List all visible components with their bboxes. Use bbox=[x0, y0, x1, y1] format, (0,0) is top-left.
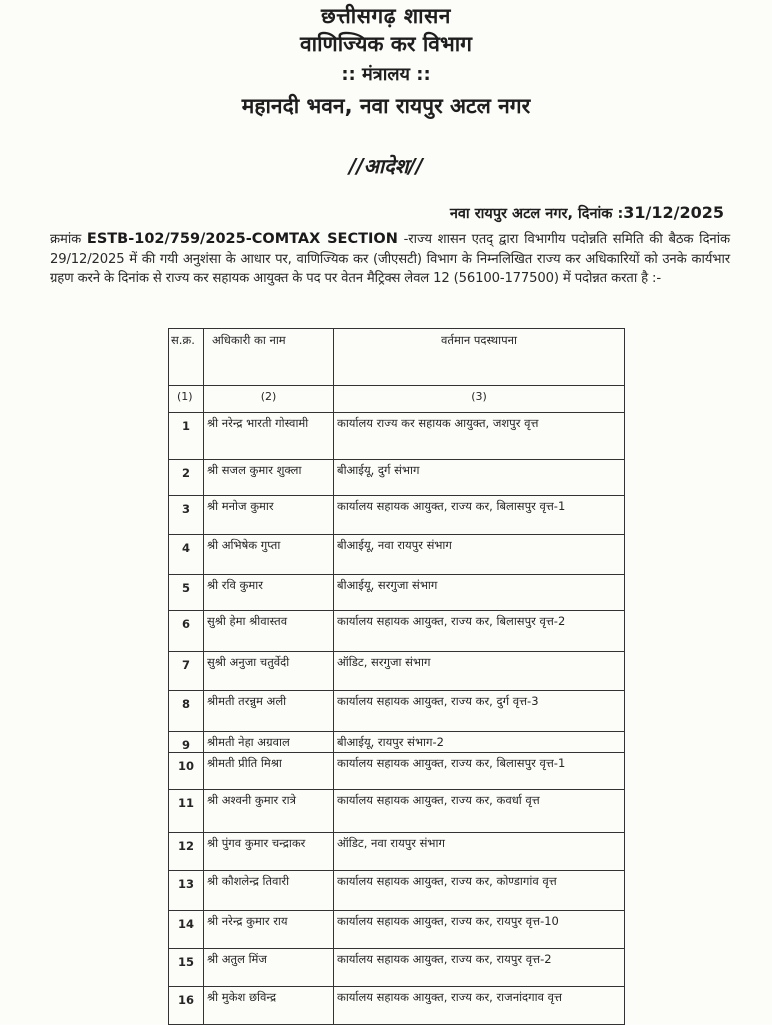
row-current-posting: कार्यालय सहायक आयुक्त, राज्य कर, बिलासपुर वृत्त-1 bbox=[334, 496, 625, 535]
row-serial-number: 14 bbox=[169, 911, 204, 949]
row-current-posting: कार्यालय सहायक आयुक्त, राज्य कर, रायपुर वृत्त-2 bbox=[334, 949, 625, 987]
table-row bbox=[169, 535, 625, 575]
row-serial-number: 8 bbox=[169, 691, 204, 732]
row-officer-name: श्री नरेन्द्र भारती गोस्वामी bbox=[204, 413, 334, 460]
row-serial-number: 7 bbox=[169, 652, 204, 691]
row-current-posting: कार्यालय राज्य कर सहायक आयुक्त, जशपुर वृत्त bbox=[334, 413, 625, 460]
header-serial: स.क्र. bbox=[169, 329, 204, 386]
row-officer-name: श्री कौशलेन्द्र तिवारी bbox=[204, 871, 334, 911]
row-serial-number: 10 bbox=[169, 753, 204, 790]
row-serial-number: 5 bbox=[169, 575, 204, 611]
row-current-posting: बीआईयू, सरगुजा संभाग bbox=[334, 575, 625, 611]
row-current-posting: बीआईयू, दुर्ग संभाग bbox=[334, 460, 625, 496]
office-address: महानदी भवन, नवा रायपुर अटल नगर bbox=[241, 94, 531, 118]
table-column-number-row bbox=[169, 386, 625, 413]
table-row bbox=[169, 790, 625, 833]
header-current-posting: वर्तमान पदस्थापना bbox=[334, 329, 625, 386]
row-officer-name: श्रीमती प्रीति मिश्रा bbox=[204, 753, 334, 790]
row-current-posting: ऑडिट, नवा रायपुर संभाग bbox=[334, 833, 625, 871]
row-current-posting: बीआईयू, रायपुर संभाग-2 bbox=[334, 732, 625, 753]
row-serial-number: 12 bbox=[169, 833, 204, 871]
table-row bbox=[169, 871, 625, 911]
row-officer-name: श्री रवि कुमार bbox=[204, 575, 334, 611]
table-body bbox=[169, 413, 625, 1025]
order-reference-number: ESTB-102/759/2025-COMTAX SECTION bbox=[86, 231, 398, 247]
row-serial-number: 11 bbox=[169, 790, 204, 833]
row-officer-name: श्री नरेन्द्र कुमार राय bbox=[204, 911, 334, 949]
row-officer-name: श्री पुंगव कुमार चन्द्राकर bbox=[204, 833, 334, 871]
row-serial-number: 9 bbox=[169, 732, 204, 753]
ministry-label: :: मंत्रालय :: bbox=[341, 64, 431, 85]
row-officer-name: श्री मुकेश छविन्द्र bbox=[204, 987, 334, 1025]
promotion-table bbox=[168, 328, 625, 1025]
table-row bbox=[169, 911, 625, 949]
row-serial-number: 4 bbox=[169, 535, 204, 575]
row-current-posting: कार्यालय सहायक आयुक्त, राज्य कर, रायपुर वृत्त-10 bbox=[334, 911, 625, 949]
row-current-posting: कार्यालय सहायक आयुक्त, राज्य कर, राजनांदगाव वृत्त bbox=[334, 987, 625, 1025]
order-title: //आदेश// bbox=[349, 154, 423, 178]
row-serial-number: 3 bbox=[169, 496, 204, 535]
row-serial-number: 6 bbox=[169, 611, 204, 652]
table-row bbox=[169, 460, 625, 496]
row-serial-number: 13 bbox=[169, 871, 204, 911]
row-current-posting: कार्यालय सहायक आयुक्त, राज्य कर, दुर्ग वृत्त-3 bbox=[334, 691, 625, 732]
order-prefix: क्रमांक bbox=[50, 232, 82, 247]
row-officer-name: सुश्री हेमा श्रीवास्तव bbox=[204, 611, 334, 652]
row-serial-number: 16 bbox=[169, 987, 204, 1025]
row-current-posting: कार्यालय सहायक आयुक्त, राज्य कर, बिलासपुर वृत्त-1 bbox=[334, 753, 625, 790]
row-serial-number: 2 bbox=[169, 460, 204, 496]
table-row bbox=[169, 575, 625, 611]
table-row bbox=[169, 753, 625, 790]
table-header-row bbox=[169, 329, 625, 386]
table-row bbox=[169, 833, 625, 871]
row-serial-number: 15 bbox=[169, 949, 204, 987]
colnum-serial: (1) bbox=[169, 386, 204, 413]
dateline bbox=[450, 203, 724, 223]
row-officer-name: श्रीमती तरन्नुम अली bbox=[204, 691, 334, 732]
order-body: -राज्य शासन एतद् द्वारा विभागीय पदोन्नति समिति की बैठक दिनांक 29/12/2025 में की गयी अनुशंसा के आधार पर, वाणिज्यिक कर (जीएसटी) विभाग के निम्नलिखित राज्य कर अधिकारियों को उनके कार्यभार ग्रहण करने के दिनांक से राज्य कर सहायक आयुक्त के पद पर वेतन मैट्रिक्स लेवल 12 (56100-177500) में पदोन्नत करता है :- bbox=[50, 232, 730, 286]
government-name: छत्तीसगढ़ शासन bbox=[321, 4, 451, 28]
table-row bbox=[169, 652, 625, 691]
row-officer-name: सुश्री अनुजा चतुर्वेदी bbox=[204, 652, 334, 691]
table-row bbox=[169, 413, 625, 460]
row-current-posting: ऑडिट, सरगुजा संभाग bbox=[334, 652, 625, 691]
header-officer-name: अधिकारी का नाम bbox=[204, 329, 334, 386]
row-officer-name: श्री अतुल मिंज bbox=[204, 949, 334, 987]
row-officer-name: श्री अश्वनी कुमार रात्रे bbox=[204, 790, 334, 833]
order-date: 31/12/2025 bbox=[623, 203, 724, 222]
colnum-name: (2) bbox=[204, 386, 334, 413]
colnum-posting: (3) bbox=[334, 386, 625, 413]
row-officer-name: श्री मनोज कुमार bbox=[204, 496, 334, 535]
row-officer-name: श्रीमती नेहा अग्रवाल bbox=[204, 732, 334, 753]
row-current-posting: बीआईयू, नवा रायपुर संभाग bbox=[334, 535, 625, 575]
row-current-posting: कार्यालय सहायक आयुक्त, राज्य कर, बिलासपुर वृत्त-2 bbox=[334, 611, 625, 652]
table-row bbox=[169, 611, 625, 652]
table-row bbox=[169, 496, 625, 535]
row-officer-name: श्री अभिषेक गुप्ता bbox=[204, 535, 334, 575]
table-row bbox=[169, 691, 625, 732]
table-row bbox=[169, 732, 625, 753]
table-row bbox=[169, 949, 625, 987]
department-name: वाणिज्यिक कर विभाग bbox=[300, 32, 472, 56]
row-current-posting: कार्यालय सहायक आयुक्त, राज्य कर, कवर्धा वृत्त bbox=[334, 790, 625, 833]
row-officer-name: श्री सजल कुमार शुक्ला bbox=[204, 460, 334, 496]
row-current-posting: कार्यालय सहायक आयुक्त, राज्य कर, कोण्डागांव वृत्त bbox=[334, 871, 625, 911]
row-serial-number: 1 bbox=[169, 413, 204, 460]
table-row bbox=[169, 987, 625, 1025]
dateline-place: नवा रायपुर अटल नगर, दिनांक : bbox=[449, 206, 624, 222]
order-paragraph bbox=[50, 230, 730, 289]
